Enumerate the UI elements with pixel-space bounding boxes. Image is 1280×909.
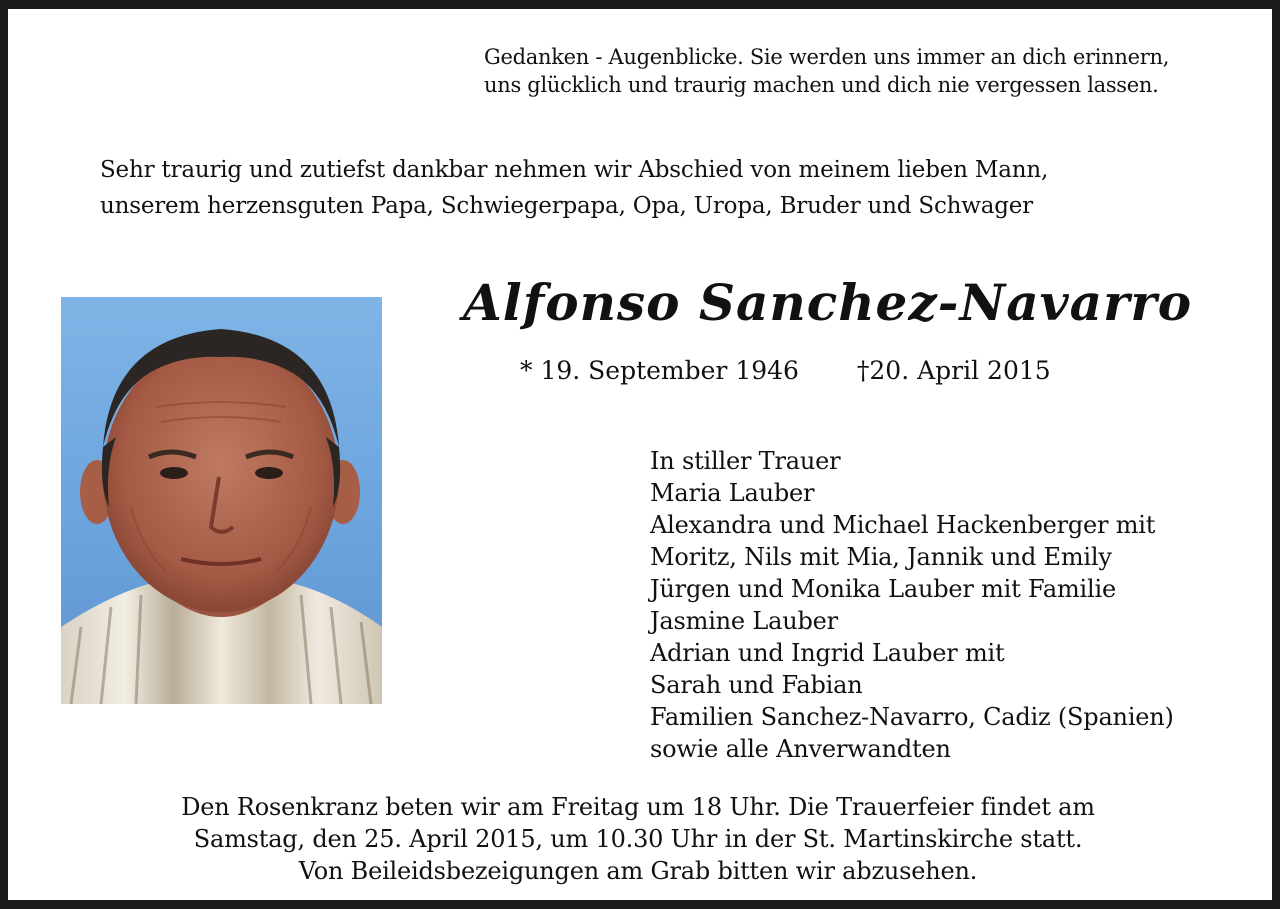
mourner-line: Moritz, Nils mit Mia, Jannik und Emily [650,543,1112,571]
life-dates [520,353,1160,389]
mourner-line: sowie alle Anverwandten [650,735,951,763]
quote-line: Gedanken - Augenblicke. Sie werden uns immer an dich erinnern, [484,45,1170,69]
mourner-line: Familien Sanchez-Navarro, Cadiz (Spanien) [650,703,1174,731]
mourner-line: Sarah und Fabian [650,671,863,699]
service-line: Von Beileidsbezeigungen am Grab bitten wir abzusehen. [298,857,978,885]
mourner-line: Jasmine Lauber [650,607,838,635]
memorial-quote [484,43,1264,99]
quote-line: uns glücklich und traurig machen und dich nie vergessen lassen. [484,73,1159,97]
portrait-illustration [61,297,382,704]
birth-date: * 19. September 1946 [520,356,799,385]
intro-line: Sehr traurig und zutiefst dankbar nehmen wir Abschied von meinem lieben Mann, [100,157,1049,183]
service-details [68,791,1208,887]
death-date: †20. April 2015 [856,356,1051,385]
intro-line: unserem herzensguten Papa, Schwiegerpapa, Opa, Uropa, Bruder und Schwager [100,193,1033,219]
mourners-list [650,445,1250,765]
mourner-line: Maria Lauber [650,479,815,507]
service-line: Samstag, den 25. April 2015, um 10.30 Uhr in der St. Martinskirche statt. [193,825,1083,853]
mourner-line: Jürgen und Monika Lauber mit Familie [650,575,1116,603]
service-line: Den Rosenkranz beten wir am Freitag um 18 Uhr. Die Trauerfeier findet am [181,793,1095,821]
mourner-line: In stiller Trauer [650,447,841,475]
mourner-line: Adrian und Ingrid Lauber mit [650,639,1005,667]
portrait-photo [61,297,382,704]
mourner-line: Alexandra und Michael Hackenberger mit [650,511,1156,539]
deceased-name: Alfonso Sanchez-Navarro [463,273,1193,332]
farewell-intro [100,152,1240,224]
